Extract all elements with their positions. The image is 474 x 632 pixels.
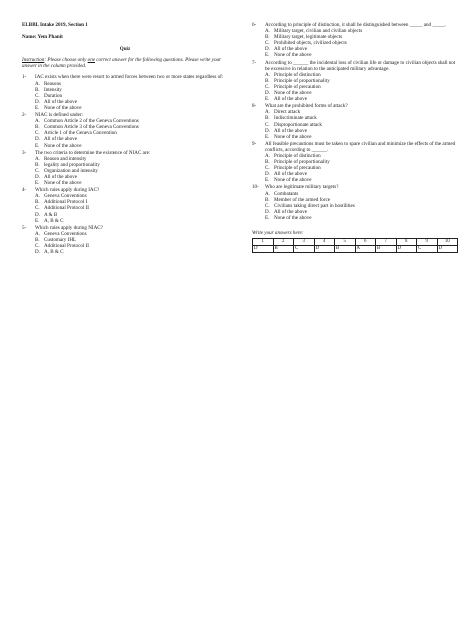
- option-item: [35, 105, 228, 111]
- option-list: [265, 109, 458, 139]
- option-item: [265, 134, 458, 140]
- option-letter: D.: [265, 46, 270, 53]
- option-text: Direct attack: [274, 109, 301, 116]
- question-number: 5-: [22, 224, 27, 231]
- option-list: [35, 193, 228, 223]
- option-item: [35, 180, 228, 186]
- option-text: All of the above: [274, 208, 307, 215]
- answer-value-cell[interactable]: C: [417, 246, 438, 253]
- answer-number-cell: 8: [396, 239, 417, 246]
- option-text: Principle of proportionality: [274, 77, 330, 84]
- option-list: [265, 153, 458, 183]
- option-text: Reasons: [44, 80, 61, 87]
- option-letter: B.: [35, 161, 40, 168]
- option-list: [35, 231, 228, 255]
- option-text: A & B: [44, 211, 58, 218]
- option-letter: B.: [265, 159, 270, 166]
- option-text: None of the above: [274, 52, 312, 59]
- option-text: All of the above: [44, 98, 77, 105]
- option-letter: C.: [265, 83, 270, 90]
- option-letter: A.: [35, 118, 40, 125]
- option-letter: E.: [265, 96, 270, 103]
- option-letter: C.: [35, 130, 40, 137]
- option-letter: D.: [35, 98, 40, 105]
- option-text: None of the above: [274, 90, 312, 97]
- question-number: 6-: [252, 22, 257, 28]
- option-list: [265, 72, 458, 102]
- question-number: 10-: [252, 184, 259, 191]
- question-block: [252, 141, 458, 184]
- option-letter: E.: [265, 214, 270, 221]
- option-text: Principle of precaution: [274, 165, 321, 172]
- option-letter: C.: [35, 205, 40, 212]
- question-block: [22, 187, 228, 224]
- option-letter: A.: [265, 190, 270, 197]
- option-letter: A.: [265, 28, 270, 35]
- question-text: Which rules apply during NIAC?: [35, 224, 103, 231]
- option-text: Customary IHL: [44, 236, 77, 243]
- option-text: A, B & C: [44, 249, 64, 256]
- question-text: According to principle of distinction, it shall be distinguished between _____ and _____.: [265, 22, 447, 28]
- question-number: 2-: [22, 112, 27, 119]
- option-letter: A.: [35, 193, 40, 200]
- question-block: [252, 22, 458, 59]
- option-letter: E.: [35, 104, 40, 111]
- answer-value-cell[interactable]: C: [294, 246, 315, 253]
- option-text: A, B & C: [44, 217, 64, 224]
- answer-number-cell: 7: [376, 239, 397, 246]
- option-text: Disproportionate attack: [274, 121, 322, 128]
- option-text: Member of the armed force: [274, 196, 331, 203]
- instruction-text: [22, 57, 228, 69]
- question-text: IAC exists when there were resort to armed forces between two or more states regardless of:: [35, 74, 224, 81]
- answer-number-cell: 10: [437, 239, 458, 246]
- option-letter: C.: [35, 167, 40, 174]
- option-item: [35, 218, 228, 224]
- option-letter: D.: [265, 127, 270, 134]
- question-number: 4-: [22, 187, 27, 194]
- option-text: legality and proportionality: [44, 161, 100, 168]
- question-number: 1-: [22, 74, 27, 81]
- option-text: Military target, civilian and civilian objects: [274, 28, 363, 35]
- option-letter: B.: [35, 236, 40, 243]
- option-text: Common Article 3 of the Geneva Conventions: [44, 124, 139, 131]
- student-name: Name: Yem Phanit: [22, 34, 63, 41]
- option-letter: E.: [265, 177, 270, 184]
- left-column: [22, 22, 228, 256]
- answer-value-cell[interactable]: D: [396, 246, 417, 253]
- option-text: None of the above: [274, 133, 312, 140]
- question-block: [22, 150, 228, 187]
- option-text: Principle of precaution: [274, 83, 321, 90]
- option-letter: C.: [35, 92, 40, 99]
- right-column: [252, 22, 458, 253]
- question-block: [22, 112, 228, 149]
- option-list: [265, 28, 458, 58]
- option-letter: D.: [265, 90, 270, 97]
- option-text: Combatants: [274, 190, 299, 197]
- answer-value-cell[interactable]: B: [376, 246, 397, 253]
- question-text: What are the prohibited forms of attack?: [265, 103, 348, 110]
- option-text: Geneva Conventions: [44, 230, 87, 237]
- question-text: All feasible precautions must be taken to spare civilian and minimize the effects of the armed conflicts, according to ______.: [265, 140, 456, 153]
- answer-number-cell: 1: [253, 239, 274, 246]
- answer-value-cell[interactable]: B: [273, 246, 294, 253]
- question-block: [252, 60, 458, 103]
- question-number: 8-: [252, 103, 257, 110]
- question-stem: [252, 141, 458, 153]
- question-block: [22, 225, 228, 255]
- question-block: [252, 103, 458, 140]
- option-text: None of the above: [274, 214, 312, 221]
- left-question-list: [22, 74, 228, 255]
- option-letter: E.: [265, 52, 270, 59]
- option-letter: B.: [35, 86, 40, 93]
- option-text: All of the above: [44, 173, 77, 180]
- option-list: [35, 118, 228, 148]
- option-letter: C.: [265, 121, 270, 128]
- option-text: All of the above: [274, 46, 307, 53]
- option-letter: E.: [35, 142, 40, 149]
- option-letter: B.: [265, 115, 270, 122]
- option-text: All of the above: [274, 96, 307, 103]
- option-item: [35, 143, 228, 149]
- option-letter: E.: [35, 180, 40, 187]
- answer-value-cell[interactable]: D: [437, 246, 458, 253]
- question-stem: [252, 60, 458, 72]
- option-letter: C.: [265, 202, 270, 209]
- answer-number-cell: 2: [273, 239, 294, 246]
- option-letter: D.: [35, 249, 40, 256]
- option-letter: A.: [35, 230, 40, 237]
- instruction-one: one: [87, 57, 96, 64]
- option-letter: D.: [35, 136, 40, 143]
- quiz-title: Quiz: [119, 46, 131, 53]
- answer-value-cell[interactable]: D: [253, 246, 274, 253]
- answer-value-row: [253, 246, 458, 253]
- option-list: [265, 191, 458, 221]
- question-text: NIAC is defined under:: [35, 112, 83, 119]
- option-text: Additional Protocol II: [44, 243, 89, 249]
- option-letter: C.: [35, 243, 40, 249]
- answer-number-cell: 3: [294, 239, 315, 246]
- option-item: [265, 215, 458, 221]
- option-letter: B.: [265, 77, 270, 84]
- answer-value-cell[interactable]: B: [335, 246, 356, 253]
- option-text: Common Article 2 of the Geneva Conventions: [44, 118, 139, 125]
- option-letter: D.: [265, 208, 270, 215]
- question-number: 7-: [252, 59, 257, 66]
- option-text: Article 1 of the Geneva Convention: [44, 130, 117, 137]
- answers-label: Write your answers here:: [252, 230, 304, 236]
- option-letter: A.: [265, 152, 270, 159]
- option-text: Military target, legitimate objects: [274, 34, 343, 41]
- question-text: Which rules apply during IAC?: [35, 187, 100, 194]
- option-text: None of the above: [44, 104, 82, 111]
- option-text: Indiscriminate attack: [274, 115, 317, 122]
- instruction-lead: Instruction: [22, 57, 45, 64]
- option-text: Duration: [44, 92, 63, 99]
- option-letter: A.: [35, 155, 40, 162]
- option-list: [35, 81, 228, 111]
- question-text: According to ______ the incidental loss of civilian life or damage to civilian objects shall not be excessive in relation to the anticipated military advantage.: [265, 59, 456, 72]
- option-text: Organization and intensity: [44, 167, 98, 174]
- option-letter: B.: [265, 34, 270, 41]
- right-question-list: [252, 22, 458, 221]
- answer-number-cell: 6: [355, 239, 376, 246]
- answer-value-cell[interactable]: A: [355, 246, 376, 253]
- answer-value-cell[interactable]: D: [314, 246, 335, 253]
- option-text: Additional Protocol I: [44, 199, 88, 206]
- option-text: Prohibited objects, civilized objects: [274, 40, 347, 47]
- option-text: None of the above: [44, 180, 82, 187]
- option-item: [265, 177, 458, 183]
- option-letter: B.: [35, 199, 40, 206]
- option-text: None of the above: [44, 142, 82, 149]
- answer-table: [252, 238, 458, 253]
- option-text: All of the above: [274, 127, 307, 134]
- question-text: The two criteria to determine the existence of NIAC are:: [35, 149, 151, 156]
- option-text: Reason and intensity: [44, 155, 87, 162]
- answer-number-row: [253, 239, 458, 246]
- option-text: All of the above: [274, 171, 307, 178]
- option-letter: B.: [265, 196, 270, 203]
- option-item: [35, 249, 228, 255]
- instruction-pre: : Please choose only: [44, 57, 88, 64]
- question-number: 9-: [252, 140, 257, 147]
- option-letter: B.: [35, 124, 40, 131]
- question-block: [22, 74, 228, 111]
- option-letter: A.: [35, 80, 40, 87]
- option-letter: C.: [265, 40, 270, 47]
- question-number: 3-: [22, 149, 27, 156]
- option-letter: D.: [265, 171, 270, 178]
- question-text: Who are legitimate military targets?: [265, 184, 339, 191]
- option-letter: E.: [35, 217, 40, 224]
- option-text: Principle of distinction: [274, 152, 321, 159]
- instruction-post: correct answer for the following questions. Please write your answer in the column provided.: [22, 57, 222, 70]
- option-text: Civilians taking direct part in hostilities: [274, 202, 355, 209]
- option-text: Additional Protocol II: [44, 205, 89, 212]
- option-letter: A.: [265, 109, 270, 116]
- option-letter: D.: [35, 173, 40, 180]
- option-letter: D.: [35, 211, 40, 218]
- document-title: ELBBL Intake 2019, Section 1: [22, 22, 88, 28]
- option-text: All of the above: [44, 136, 77, 143]
- answer-number-cell: 9: [417, 239, 438, 246]
- answer-number-cell: 5: [335, 239, 356, 246]
- option-letter: C.: [265, 165, 270, 172]
- option-list: [35, 156, 228, 186]
- question-block: [252, 184, 458, 221]
- option-text: Intensity: [44, 86, 62, 93]
- option-letter: A.: [265, 71, 270, 78]
- option-item: [265, 52, 458, 58]
- answer-number-cell: 4: [314, 239, 335, 246]
- option-text: None of the above: [274, 177, 312, 184]
- option-item: [265, 96, 458, 102]
- option-letter: E.: [265, 133, 270, 140]
- option-text: Geneva Conventions: [44, 193, 87, 200]
- option-text: Principle of distinction: [274, 71, 321, 78]
- option-text: Principle of proportionality: [274, 159, 330, 166]
